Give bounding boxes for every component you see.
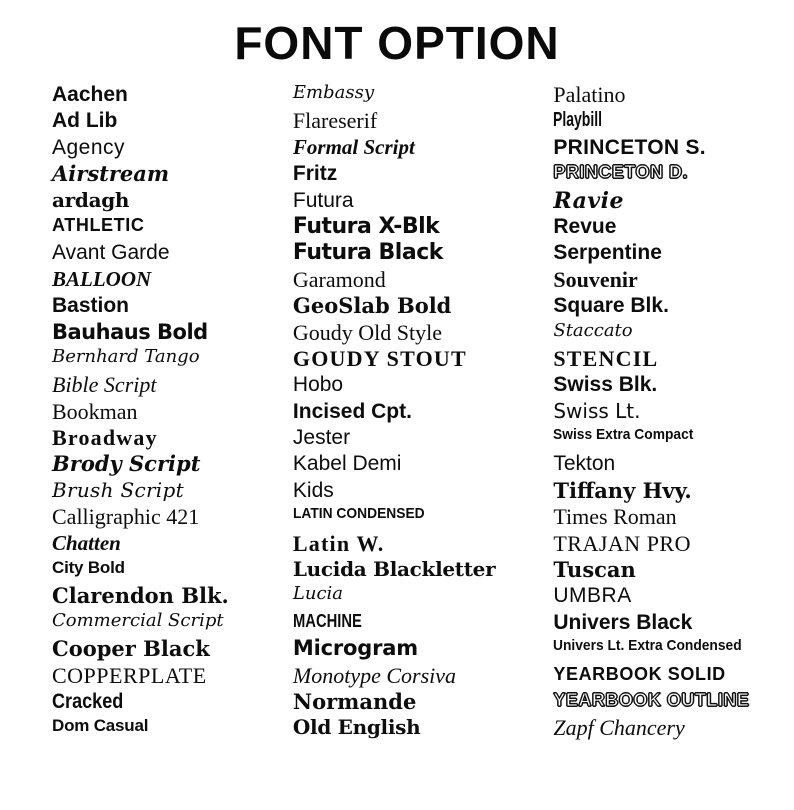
font-name-label: Ad Lib: [52, 109, 118, 133]
font-list-item[interactable]: [52, 559, 267, 585]
font-name-label: Microgram: [292, 636, 418, 661]
font-list-item[interactable]: [293, 506, 521, 532]
font-list-item[interactable]: [293, 717, 521, 743]
font-name-label: COPPERPLATE: [52, 662, 207, 688]
font-name-label: Clarendon Blk.: [52, 583, 229, 609]
font-name-label: Futura: [292, 188, 354, 212]
font-list-item[interactable]: [553, 266, 776, 295]
font-name-label: Latin W.: [292, 530, 385, 556]
font-list-item[interactable]: [553, 717, 776, 743]
font-name-label: Aachen: [52, 83, 128, 106]
font-name-label: Univers Black: [553, 610, 693, 634]
font-name-label: GeoSlab Bold: [292, 293, 452, 319]
font-name-label: Garamond: [292, 266, 386, 292]
font-name-label: Agency: [52, 135, 126, 159]
font-name-label: Monotype Corsiva: [292, 662, 457, 688]
font-list-item[interactable]: [553, 398, 776, 427]
font-list-item[interactable]: [52, 530, 267, 559]
font-name-label: STENCIL: [553, 345, 659, 371]
font-list-item[interactable]: [52, 477, 267, 506]
font-list-item[interactable]: [293, 84, 521, 110]
font-name-label: Staccato: [553, 319, 633, 341]
font-name-label: Swiss Lt.: [553, 398, 641, 423]
font-list-item[interactable]: [293, 374, 521, 400]
font-list-item[interactable]: [52, 345, 267, 374]
font-name-label: TRAJAN PRO: [553, 530, 691, 556]
font-list-item[interactable]: [553, 242, 776, 268]
font-list-item[interactable]: [52, 137, 267, 163]
page-title: FONT OPTION: [234, 17, 560, 69]
font-list-item[interactable]: [553, 163, 776, 189]
font-list-item[interactable]: [293, 110, 521, 136]
font-name-label: Bastion: [52, 294, 130, 318]
font-list-item[interactable]: [52, 585, 267, 611]
font-name-label: Lucia: [292, 583, 344, 605]
font-columns: [0, 84, 794, 744]
font-list-item[interactable]: [52, 216, 267, 242]
font-option-sheet: [0, 16, 794, 810]
font-list-item[interactable]: [553, 453, 776, 479]
font-list-item[interactable]: [52, 242, 267, 268]
font-name-label: YEARBOOK OUTLINE: [553, 689, 750, 710]
font-list-item[interactable]: [52, 427, 267, 453]
font-list-item[interactable]: [292, 662, 521, 691]
font-name-label: Broadway: [52, 425, 158, 451]
font-name-label: Serpentine: [553, 241, 662, 265]
font-name-label: Tekton: [553, 452, 616, 476]
font-list-item[interactable]: [52, 662, 267, 691]
font-name-label: PRINCETON S.: [553, 135, 706, 159]
font-list-item[interactable]: [52, 398, 267, 427]
font-list-item[interactable]: [553, 374, 776, 400]
font-list-item[interactable]: [553, 691, 776, 717]
font-list-item[interactable]: [52, 717, 267, 743]
font-list-item[interactable]: [553, 345, 776, 374]
font-list-item[interactable]: [553, 216, 776, 242]
font-list-item[interactable]: [553, 506, 776, 532]
font-list-item[interactable]: [293, 559, 521, 585]
font-name-label: ardagh: [52, 187, 130, 212]
font-list-item[interactable]: [293, 427, 521, 453]
font-list-item[interactable]: [52, 110, 267, 136]
font-name-label: PRINCETON D.: [553, 162, 689, 183]
font-name-label: Bernhard Tango: [52, 345, 200, 367]
font-column-2: [267, 84, 521, 744]
font-list-item[interactable]: [553, 665, 776, 691]
font-list-item[interactable]: [293, 242, 521, 268]
font-list-item[interactable]: [52, 266, 267, 295]
font-name-label: MACHINE: [292, 610, 362, 631]
font-name-label: Fritz: [292, 162, 338, 186]
font-name-label: Goudy Old Style: [292, 319, 443, 345]
font-list-item[interactable]: [292, 688, 521, 717]
font-name-label: Bookman: [52, 398, 138, 424]
font-name-label: Avant Garde: [52, 241, 170, 265]
font-name-label: City Bold: [52, 558, 125, 578]
font-name-label: Tuscan: [553, 557, 636, 583]
font-list-item[interactable]: [52, 319, 267, 348]
font-name-label: Embassy: [292, 82, 375, 103]
font-name-label: Futura X-Blk: [292, 213, 440, 239]
font-list-item[interactable]: [292, 213, 521, 242]
font-list-item[interactable]: [293, 190, 521, 216]
font-list-item[interactable]: [553, 187, 776, 216]
font-name-label: YEARBOOK SOLID: [553, 663, 726, 684]
font-list-item[interactable]: [553, 585, 776, 611]
font-name-label: UMBRA: [553, 584, 632, 608]
font-list-item[interactable]: [52, 609, 267, 638]
font-list-item[interactable]: [293, 453, 521, 479]
font-name-label: LATIN CONDENSED: [292, 505, 425, 523]
font-list-item[interactable]: [553, 427, 776, 453]
font-list-item[interactable]: [52, 691, 267, 717]
font-name-label: BALLOON: [52, 266, 152, 291]
font-name-label: Cracked: [52, 689, 124, 713]
font-list-item[interactable]: [293, 480, 521, 506]
font-name-label: Incised Cpt.: [292, 399, 412, 423]
font-name-label: Airstream: [52, 161, 170, 187]
font-name-label: Futura Black: [292, 240, 443, 266]
font-name-label: Cooper Black: [52, 636, 210, 662]
font-column-3: [521, 84, 776, 744]
font-name-label: Normande: [292, 688, 417, 714]
font-name-label: Bible Script: [52, 372, 157, 398]
font-list-item[interactable]: [293, 612, 521, 638]
font-list-item[interactable]: [553, 319, 776, 348]
font-name-label: Kids: [292, 478, 334, 502]
font-list-item[interactable]: [292, 530, 521, 559]
font-name-label: Revue: [553, 214, 617, 238]
font-list-item[interactable]: [553, 530, 776, 559]
font-name-label: Swiss Blk.: [553, 373, 658, 397]
font-name-label: Jester: [292, 426, 351, 450]
font-list-item[interactable]: [553, 638, 776, 664]
font-list-item[interactable]: [52, 187, 267, 216]
font-list-item[interactable]: [293, 401, 521, 427]
font-list-item[interactable]: [553, 477, 776, 506]
font-list-item[interactable]: [293, 163, 521, 189]
font-list-item[interactable]: [553, 137, 776, 163]
font-name-label: Calligraphic 421: [52, 504, 200, 530]
font-list-item[interactable]: [293, 295, 521, 321]
font-name-label: Kabel Demi: [292, 452, 402, 476]
font-list-item[interactable]: [553, 110, 776, 136]
font-list-item[interactable]: [293, 585, 521, 611]
font-list-item[interactable]: [293, 638, 521, 664]
font-name-label: ATHLETIC: [52, 214, 145, 235]
font-name-label: Square Blk.: [553, 294, 669, 318]
font-name-label: Zapf Chancery: [553, 715, 685, 741]
font-name-label: Tiffany Hvy.: [553, 477, 692, 503]
font-name-label: Hobo: [292, 373, 344, 397]
font-list-item[interactable]: [52, 84, 267, 110]
font-list-item[interactable]: [52, 453, 267, 479]
font-name-label: Dom Casual: [52, 716, 149, 736]
font-name-label: Playbill: [553, 109, 603, 132]
font-name-label: Palatino: [553, 82, 626, 107]
font-name-label: Ravie: [553, 187, 625, 214]
font-list-item[interactable]: [52, 374, 267, 400]
font-name-label: Chatten: [52, 530, 121, 555]
font-list-item[interactable]: [292, 319, 521, 348]
font-name-label: Flareserif: [292, 108, 378, 134]
font-name-label: Souvenir: [553, 266, 638, 292]
font-list-item[interactable]: [553, 84, 776, 110]
font-list-item[interactable]: [292, 266, 521, 295]
font-column-1: [22, 84, 267, 744]
font-list-item[interactable]: [553, 295, 776, 321]
font-name-label: Commercial Script: [52, 609, 224, 631]
font-list-item[interactable]: [52, 638, 267, 664]
font-name-label: GOUDY STOUT: [292, 345, 467, 371]
font-list-item[interactable]: [52, 295, 267, 321]
font-name-label: Univers Lt. Extra Condensed: [553, 637, 743, 655]
font-name-label: Brush Script: [52, 477, 184, 502]
font-list-item[interactable]: [553, 612, 776, 638]
font-name-label: Old English: [292, 715, 421, 740]
font-name-label: Bauhaus Bold: [52, 319, 208, 344]
font-list-item[interactable]: [52, 163, 267, 189]
font-name-label: Swiss Extra Compact: [553, 426, 694, 444]
font-list-item[interactable]: [553, 559, 776, 585]
font-list-item[interactable]: [292, 134, 521, 163]
font-name-label: Times Roman: [553, 504, 677, 530]
font-list-item[interactable]: [292, 345, 521, 374]
font-name-label: Brody Script: [52, 451, 201, 477]
font-name-label: Formal Script: [292, 134, 415, 159]
font-name-label: Lucida Blackletter: [292, 557, 496, 582]
font-list-item[interactable]: [52, 506, 267, 532]
